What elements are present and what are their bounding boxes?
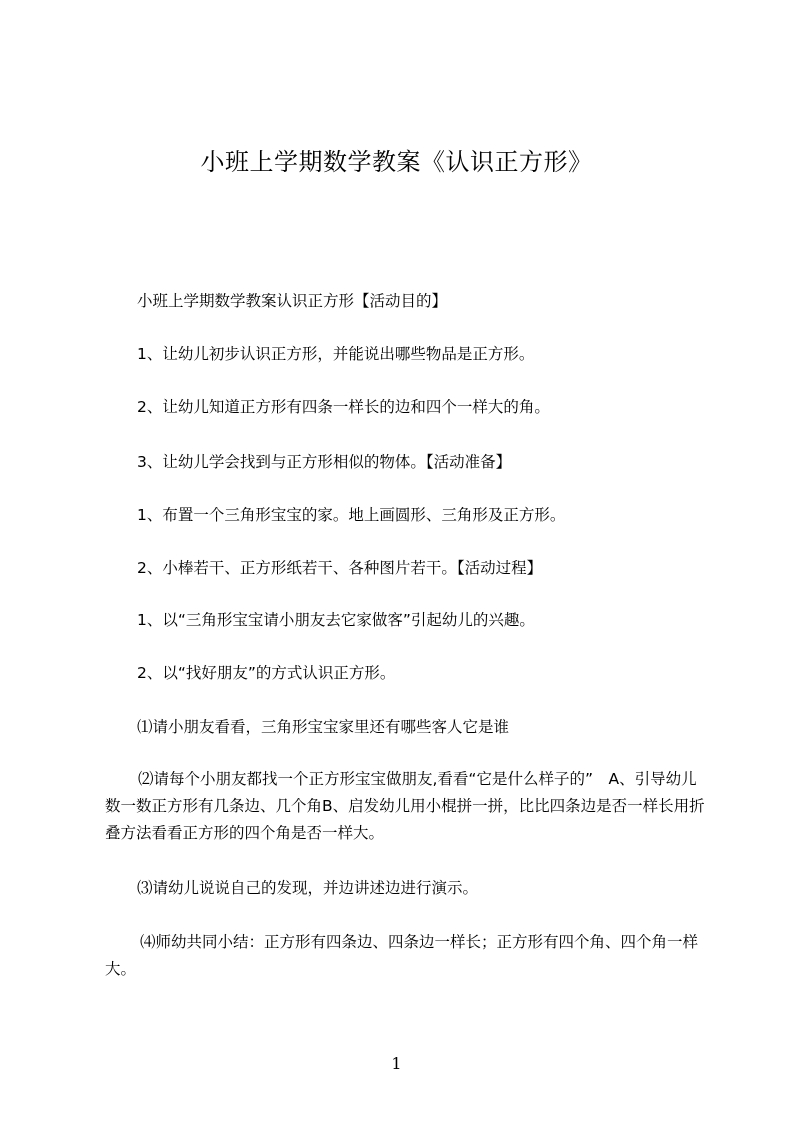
paragraph-step-3: ⑶请幼儿说说自己的发现，并边讲述边进行演示。 bbox=[137, 879, 479, 897]
document-title: 小班上学期数学教案《认识正方形》 bbox=[200, 148, 593, 176]
paragraph-step-1: ⑴请小朋友看看，三角形宝宝家里还有哪些客人它是谁 bbox=[137, 718, 510, 736]
paragraph-objectives-heading: 小班上学期数学教案认识正方形【活动目的】 bbox=[137, 292, 448, 310]
paragraph-process-2: 2、以“找好朋友”的方式认识正方形。 bbox=[137, 664, 396, 682]
paragraph-goal-2: 2、让幼儿知道正方形有四条一样长的边和四个一样大的角。 bbox=[137, 398, 550, 416]
page-number: 1 bbox=[391, 1054, 402, 1073]
paragraph-goal-3: 3、让幼儿学会找到与正方形相似的物体。【活动准备】 bbox=[137, 453, 512, 471]
paragraph-prep-1: 1、布置一个三角形宝宝的家。地上画圆形、三角形及正方形。 bbox=[137, 506, 566, 524]
paragraph-step-4: ⑷师幼共同小结：正方形有四条边、四条边一样长；正方形有四个角、四个角一样大。 bbox=[105, 933, 699, 978]
paragraph-prep-2: 2、小棒若干、正方形纸若干、各种图片若干。【活动过程】 bbox=[137, 559, 543, 577]
paragraph-step-2: ⑵请每个小朋友都找一个正方形宝宝做朋友,看看“它是什么样子的” A、引导幼儿数一数正方形有几条边、几个角B、启发幼儿用小棍拼一拼，比比四条边是否一样长用折叠方法看看正方形的四个角是否一样大。 bbox=[105, 770, 705, 842]
paragraph-goal-1: 1、让幼儿初步认识正方形，并能说出哪些物品是正方形。 bbox=[137, 345, 535, 363]
paragraph-process-1: 1、以“三角形宝宝请小朋友去它家做客”引起幼儿的兴趣。 bbox=[137, 611, 535, 629]
